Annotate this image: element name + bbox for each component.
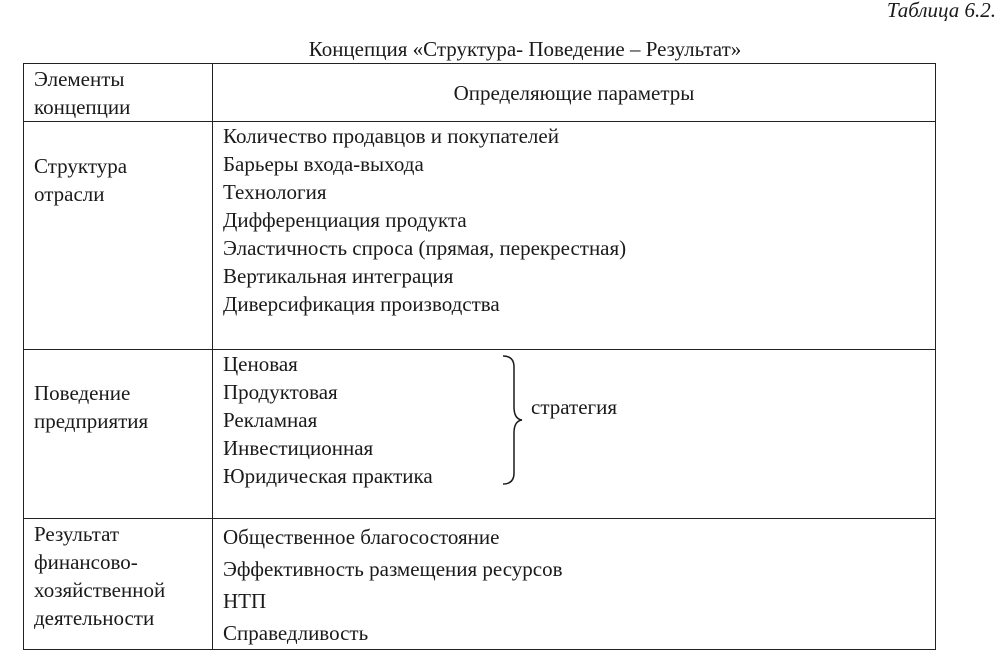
param-item: Инвестиционная xyxy=(223,436,374,460)
table-row xyxy=(24,350,936,519)
table-number: Таблица 6.2. xyxy=(886,0,996,22)
element-label-structure: Структура отрасли xyxy=(34,154,128,206)
element-label-result: Результат финансово-хозяйственной деятельности xyxy=(34,522,166,630)
params-cell-structure xyxy=(213,122,936,350)
strategy-group-label: стратегия xyxy=(531,395,618,419)
element-cell-behavior xyxy=(24,350,213,519)
header-parameters-cell xyxy=(213,64,936,122)
table-title: Концепция «Структура- Поведение – Результат» xyxy=(308,37,742,61)
param-item: Эффективность размещения ресурсов xyxy=(223,557,563,581)
element-cell-structure xyxy=(24,122,213,350)
param-item: Справедливость xyxy=(223,621,369,645)
result-params-list xyxy=(223,519,935,649)
header-parameters-label: Определяющие параметры xyxy=(453,80,695,105)
param-item: Технология xyxy=(223,180,327,204)
param-item: Вертикальная интеграция xyxy=(223,264,454,288)
param-item: НТП xyxy=(223,589,267,613)
param-item: Количество продавцов и покупателей xyxy=(223,124,559,148)
param-item: Общественное благосостояние xyxy=(223,525,500,549)
param-item: Барьеры входа-выхода xyxy=(223,152,424,176)
concept-table xyxy=(23,63,936,650)
element-label-behavior: Поведение предприятия xyxy=(34,381,149,433)
params-cell-result xyxy=(213,519,936,650)
param-item: Юридическая практика xyxy=(223,464,433,488)
header-elements-label: Элементы концепции xyxy=(34,67,131,119)
param-item: Рекламная xyxy=(223,408,318,432)
table-row xyxy=(24,122,936,350)
param-item: Эластичность спроса (прямая, перекрестная) xyxy=(223,236,627,260)
table-header-row xyxy=(24,64,936,122)
param-item: Ценовая xyxy=(223,352,298,376)
header-elements-cell xyxy=(24,64,213,122)
param-item: Диверсификация производства xyxy=(223,292,500,316)
table-row xyxy=(24,519,936,650)
curly-brace-icon xyxy=(500,355,524,485)
element-cell-result xyxy=(24,519,213,650)
param-item: Продуктовая xyxy=(223,380,338,404)
params-cell-behavior xyxy=(213,350,936,519)
param-item: Дифференциация продукта xyxy=(223,208,467,232)
